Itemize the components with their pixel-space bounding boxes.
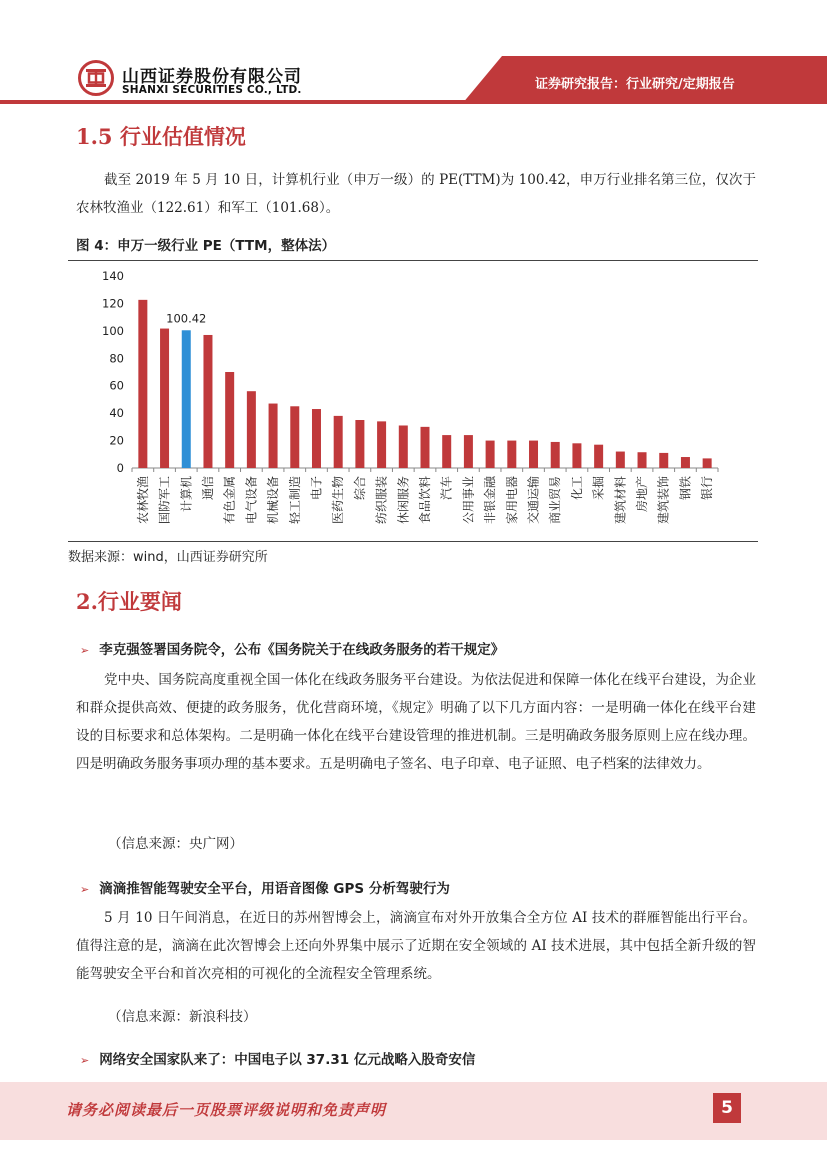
bullet-arrow-icon: ➢ (80, 1054, 90, 1067)
footer-disclaimer: 请务必阅读最后一页股票评级说明和免责声明 (66, 1101, 387, 1119)
valuation-text: 截至 2019 年 5 月 10 日，计算机行业（申万一级）的 PE(TTM)为 100.42，申万行业排名第三位，仅次于农林牧渔业（122.61）和军工（101.68）。 (76, 172, 756, 216)
news-body-2 (76, 904, 756, 988)
x-category-label: 食品饮料 (418, 476, 432, 525)
bar-汽车 (442, 435, 451, 468)
bar-综合 (355, 420, 364, 468)
bar-非银金融 (486, 441, 495, 468)
y-tick-label: 140 (102, 269, 124, 283)
bar-纺织服装 (377, 421, 386, 468)
y-tick-label: 100 (102, 323, 124, 338)
bar-国防军工 (160, 329, 169, 468)
page-number: 5 (713, 1093, 741, 1123)
x-category-label: 机械设备 (266, 476, 281, 525)
bar-化工 (572, 443, 581, 468)
x-category-label: 通信 (200, 476, 215, 501)
bullet-arrow-icon: ➢ (80, 644, 90, 657)
x-category-label: 银行 (700, 476, 715, 501)
company-logo-icon (78, 60, 114, 96)
x-category-label: 综合 (352, 476, 367, 501)
bar-休闲服务 (399, 425, 408, 468)
news-source-2: （信息来源：新浪科技） (108, 1009, 257, 1025)
bar-商业贸易 (551, 442, 560, 468)
x-category-label: 电子 (309, 476, 324, 501)
bar-交通运输 (529, 441, 538, 468)
figure-title: 图 4：申万一级行业 PE（TTM，整体法） (76, 238, 336, 254)
company-name-en: SHANXI SECURITIES CO., LTD. (122, 84, 302, 96)
section-heading-news: 2.行业要闻 (76, 589, 182, 614)
news-body-1 (76, 666, 756, 778)
y-tick-label: 40 (109, 406, 124, 421)
figure-source: 数据来源：wind，山西证券研究所 (68, 550, 268, 565)
header-band (0, 100, 827, 104)
x-category-label: 建筑装饰 (656, 476, 671, 525)
news-body-text: 5 月 10 日午间消息，在近日的苏州智博会上，滴滴宣布对外开放集合全方位 AI 技术的群雁智能出行平台。值得注意的是，滴滴在此次智博会上还向外界集中展示了近期在安全领域的 AI 技术进展，其中包括全新升级的智能驾驶安全平台和首次亮相的可视化的全流程安全管理系统。 (76, 910, 756, 982)
bar-有色金属 (225, 372, 234, 468)
news-title-text: 李克强签署国务院令，公布《国务院关于在线政务服务的若干规定》 (99, 642, 505, 658)
x-category-label: 纺织服装 (374, 476, 389, 525)
y-tick-label: 80 (109, 351, 124, 366)
x-category-label: 商业贸易 (548, 476, 563, 525)
x-category-label: 非银金融 (483, 476, 498, 525)
bar-钢铁 (681, 457, 690, 468)
company-name-cn: 山西证券股份有限公司 (122, 67, 302, 87)
bar-公用事业 (464, 435, 473, 468)
x-category-label: 采掘 (591, 476, 606, 501)
x-category-label: 有色金属 (222, 476, 237, 525)
x-category-label: 汽车 (439, 476, 454, 501)
x-category-label: 医药生物 (331, 476, 346, 525)
y-tick-label: 20 (109, 433, 124, 448)
news-title-3 (80, 1048, 475, 1068)
news-title-text: 滴滴推智能驾驶安全平台，用语音图像 GPS 分析驾驶行为 (99, 881, 450, 897)
news-title-2 (80, 877, 450, 897)
news-source-1: （信息来源：央广网） (108, 836, 243, 852)
bar-银行 (703, 458, 712, 468)
figure-bottom-rule (68, 541, 758, 542)
pe-bar-chart (68, 262, 758, 540)
bar-农林牧渔 (138, 300, 147, 468)
x-category-label: 公用事业 (461, 476, 476, 525)
x-category-label: 国防军工 (157, 476, 172, 525)
x-category-label: 家用电器 (504, 476, 519, 525)
x-category-label: 轻工制造 (287, 476, 302, 525)
x-category-label: 电气设备 (244, 476, 259, 525)
y-tick-label: 0 (116, 461, 124, 475)
bar-建筑装饰 (659, 453, 668, 468)
bar-轻工制造 (290, 406, 299, 468)
x-category-label: 农林牧渔 (135, 476, 150, 525)
bar-机械设备 (269, 404, 278, 468)
bar-采掘 (594, 445, 603, 468)
news-title-text: 网络安全国家队来了：中国电子以 37.31 亿元战略入股奇安信 (99, 1052, 476, 1068)
bar-医药生物 (334, 416, 343, 468)
valuation-paragraph (76, 166, 756, 222)
bar-食品饮料 (421, 427, 430, 468)
bar-房地产 (638, 452, 647, 468)
bar-建筑材料 (616, 452, 625, 468)
figure-top-rule (68, 260, 758, 261)
bar-家用电器 (507, 441, 516, 468)
x-category-label: 计算机 (179, 476, 194, 513)
bullet-arrow-icon: ➢ (80, 883, 90, 896)
news-title-1 (80, 638, 504, 658)
data-label: 100.42 (166, 311, 207, 326)
bar-电子 (312, 409, 321, 468)
section-heading-valuation: 1.5 行业估值情况 (76, 124, 246, 149)
news-body-text: 党中央、国务院高度重视全国一体化在线政务服务平台建设。为依法促进和保障一体化在线平台建设，为企业和群众提供高效、便捷的政务服务，优化营商环境，《规定》明确了以下几方面内容：一是明确一体化在线平台建设的目标要求和总体架构。二是明确一体化在线平台建设管理的推进机制。三是明确政务服务原则上应在线办理。四是明确政务服务事项办理的基本要求。五是明确电子签名、电子印章、电子证照、电子档案的法律效力。 (76, 672, 756, 772)
report-type-label: 证券研究报告：行业研究/定期报告 (535, 77, 735, 92)
bar-计算机 (182, 330, 191, 468)
page-header (0, 0, 827, 110)
y-tick-label: 120 (102, 296, 124, 311)
x-category-label: 钢铁 (678, 476, 693, 501)
bar-电气设备 (247, 391, 256, 468)
x-category-label: 休闲服务 (396, 476, 411, 525)
x-category-label: 建筑材料 (613, 476, 628, 525)
bar-通信 (203, 335, 212, 468)
x-category-label: 交通运输 (526, 476, 541, 525)
x-category-label: 房地产 (635, 476, 650, 513)
y-tick-label: 60 (109, 378, 124, 393)
x-category-label: 化工 (569, 476, 584, 501)
